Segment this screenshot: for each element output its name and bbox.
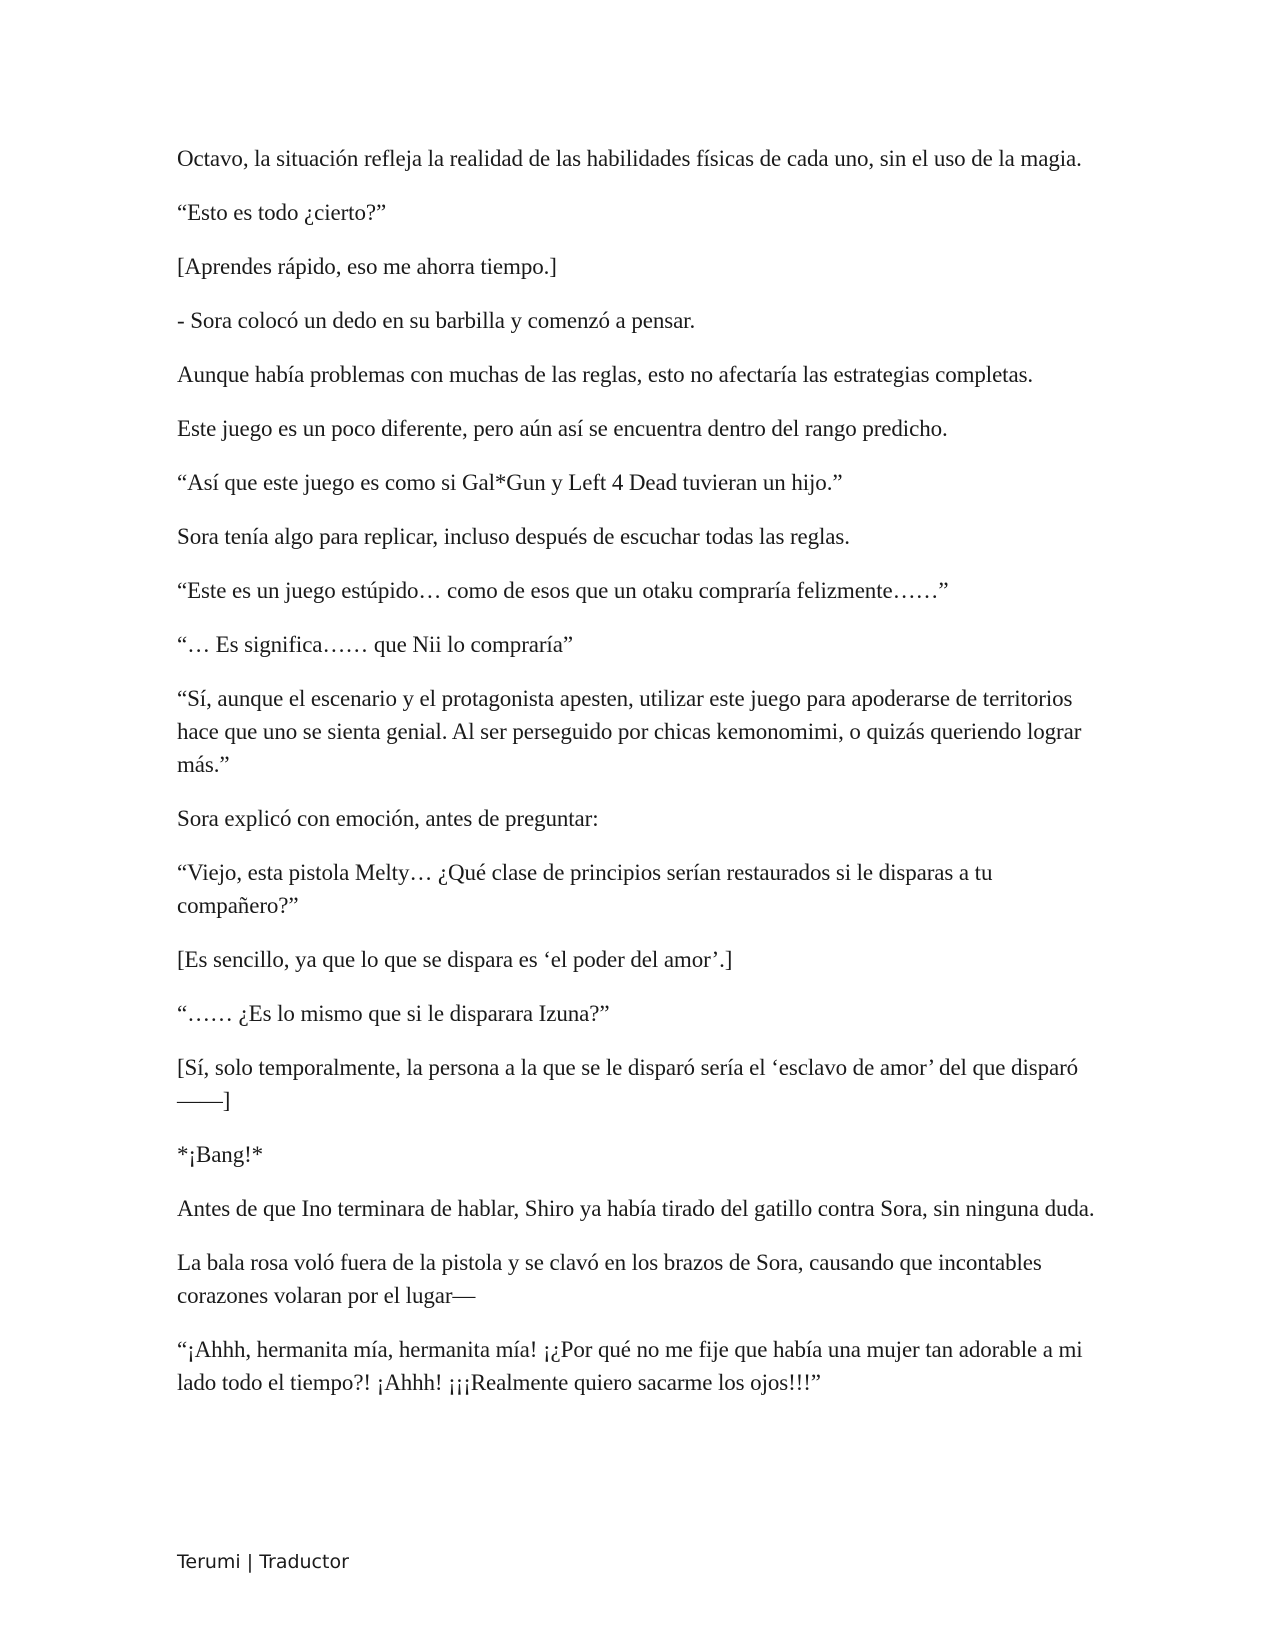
paragraph: “… Es significa…… que Nii lo compraría”	[177, 632, 573, 657]
paragraph: Aunque había problemas con muchas de las reglas, esto no afectaría las estrategias completas.	[177, 362, 1034, 387]
paragraph: Octavo, la situación refleja la realidad de las habilidades físicas de cada uno, sin el uso de la magia.	[177, 146, 1082, 171]
paragraph: Sora explicó con emoción, antes de preguntar:	[177, 806, 599, 831]
paragraph: Este juego es un poco diferente, pero aún así se encuentra dentro del rango predicho.	[177, 416, 948, 441]
paragraph: “…… ¿Es lo mismo que si le disparara Izuna?”	[177, 1001, 610, 1026]
paragraph: [Sí, solo temporalmente, la persona a la que se le disparó sería el ‘esclavo de amor’ del que disparó——]	[177, 1055, 1079, 1113]
page-body	[177, 142, 1097, 1420]
paragraph: “Así que este juego es como si Gal*Gun y Left 4 Dead tuvieran un hijo.”	[177, 470, 843, 495]
paragraph: *¡Bang!*	[177, 1142, 264, 1167]
paragraph: “Este es un juego estúpido… como de esos que un otaku compraría felizmente……”	[177, 578, 949, 603]
paragraph: [Es sencillo, ya que lo que se dispara es ‘el poder del amor’.]	[177, 947, 733, 972]
paragraph: “Viejo, esta pistola Melty… ¿Qué clase de principios serían restaurados si le disparas a tu compañero?”	[177, 860, 993, 918]
paragraph: “Esto es todo ¿cierto?”	[177, 200, 387, 225]
page-footer: Terumi | Traductor	[177, 1551, 349, 1573]
paragraph: “Sí, aunque el escenario y el protagonista apesten, utilizar este juego para apoderarse de territorios hace que uno se sienta genial. Al ser perseguido por chicas kemonomimi, o quizás queriendo lograr más.”	[177, 686, 1082, 777]
paragraph: [Aprendes rápido, eso me ahorra tiempo.]	[177, 254, 557, 279]
paragraph: Antes de que Ino terminara de hablar, Shiro ya había tirado del gatillo contra Sora, sin ninguna duda.	[177, 1196, 1095, 1221]
paragraph: - Sora colocó un dedo en su barbilla y comenzó a pensar.	[177, 308, 696, 333]
paragraph: “¡Ahhh, hermanita mía, hermanita mía! ¡¿Por qué no me fije que había una mujer tan adorable a mi lado todo el tiempo?! ¡Ahhh! ¡¡¡Realmente quiero sacarme los ojos!!!”	[177, 1337, 1083, 1395]
paragraph: Sora tenía algo para replicar, incluso después de escuchar todas las reglas.	[177, 524, 850, 549]
paragraph: La bala rosa voló fuera de la pistola y se clavó en los brazos de Sora, causando que incontables corazones volaran por el lugar—	[177, 1250, 1042, 1308]
